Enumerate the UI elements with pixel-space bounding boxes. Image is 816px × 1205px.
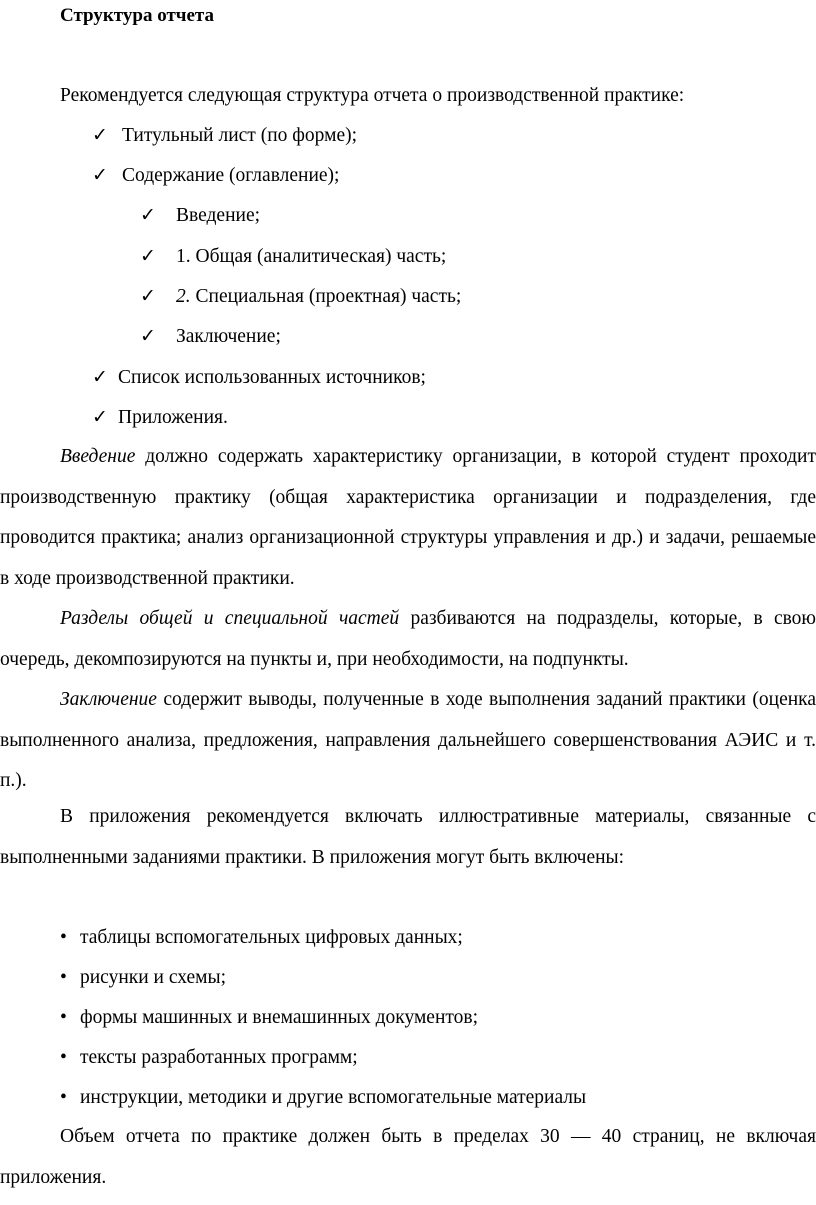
bullet-icon: • bbox=[60, 1047, 67, 1068]
checkmark-icon: ✓ bbox=[92, 366, 108, 388]
bullet-icon: • bbox=[60, 927, 67, 948]
checkmark-icon: ✓ bbox=[92, 124, 108, 146]
bullet-icon: • bbox=[60, 1007, 67, 1028]
list-item-label: Специальная (проектная) часть; bbox=[190, 286, 462, 307]
section-title: Структура отчета bbox=[60, 5, 214, 26]
bullet-label: таблицы вспомогательных цифровых данных; bbox=[80, 927, 463, 948]
list-item-number: 2. bbox=[176, 286, 191, 307]
list-item-title-page bbox=[92, 123, 357, 148]
checkmark-icon: ✓ bbox=[140, 245, 156, 267]
checkmark-icon: ✓ bbox=[140, 285, 156, 307]
list-item-conclusion bbox=[140, 324, 281, 349]
list-item-label: 1. Общая (аналитическая) часть; bbox=[176, 246, 447, 267]
bullet-label: формы машинных и внемашинных документов; bbox=[80, 1007, 479, 1028]
intro-text: Рекомендуется следующая структура отчета о производственной практике: bbox=[60, 85, 685, 106]
bullet-icon: • bbox=[60, 967, 67, 988]
paragraph-introduction bbox=[0, 437, 816, 599]
bullet-item-tables bbox=[60, 926, 463, 950]
list-item-appendices bbox=[92, 405, 228, 430]
bullet-item-forms bbox=[60, 1006, 478, 1030]
term-introduction: Введение bbox=[60, 446, 136, 467]
term-sections: Разделы общей и специальной частей bbox=[60, 608, 400, 629]
list-item-contents bbox=[92, 163, 339, 188]
list-item-label: Титульный лист (по форме); bbox=[122, 125, 358, 146]
bullet-label: рисунки и схемы; bbox=[80, 967, 227, 988]
bullet-item-instructions bbox=[60, 1086, 586, 1110]
paragraph-conclusion bbox=[0, 680, 816, 802]
term-conclusion: Заключение bbox=[60, 689, 157, 710]
list-item-label: Содержание (оглавление); bbox=[122, 165, 340, 186]
list-item-label: Заключение; bbox=[176, 326, 281, 347]
bullet-item-figures bbox=[60, 966, 226, 990]
bullet-label: инструкции, методики и другие вспомогательные материалы bbox=[80, 1087, 587, 1108]
list-item-introduction bbox=[140, 203, 260, 228]
checkmark-icon: ✓ bbox=[140, 325, 156, 347]
checkmark-icon: ✓ bbox=[92, 406, 108, 428]
paragraph-text: содержит выводы, полученные в ходе выполнения заданий практики (оценка выполненного анализа, предложения, направления дальнейшего совершенствования АЭИС и т. п.). bbox=[0, 689, 816, 792]
paragraph-text: В приложения рекомендуется включать иллюстративные материалы, связанные с выполненными заданиями практики. В приложения могут быть включены: bbox=[0, 806, 816, 868]
bullet-icon: • bbox=[60, 1087, 67, 1108]
paragraph-appendices bbox=[0, 797, 816, 878]
list-item-label: Введение; bbox=[176, 205, 261, 226]
list-item-label: Приложения. bbox=[118, 407, 228, 428]
checkmark-icon: ✓ bbox=[92, 164, 108, 186]
paragraph-text: разбиваются на подразделы, которые, в свою очередь, декомпозируются на пункты и, при необходимости, на подпункты. bbox=[0, 608, 816, 670]
bullet-label: тексты разработанных программ; bbox=[80, 1047, 358, 1068]
paragraph-text: Объем отчета по практике должен быть в пределах 30 — 40 страниц, не включая приложения. bbox=[0, 1126, 816, 1188]
bullet-item-programs bbox=[60, 1046, 358, 1070]
paragraph-sections bbox=[0, 599, 816, 680]
list-item-part2 bbox=[140, 284, 461, 309]
paragraph-volume bbox=[0, 1117, 816, 1198]
list-item-sources bbox=[92, 365, 426, 390]
list-item-part1 bbox=[140, 244, 446, 269]
paragraph-text: должно содержать характеристику организации, в которой студент проходит производственную практику (общая характеристика организации и подразделения, где проводится практика; анализ организационной структуры управления и др.) и задачи, решаемые в ходе производственной практики. bbox=[0, 446, 816, 589]
list-item-label: Список использованных источников; bbox=[118, 367, 426, 388]
checkmark-icon: ✓ bbox=[140, 204, 156, 226]
